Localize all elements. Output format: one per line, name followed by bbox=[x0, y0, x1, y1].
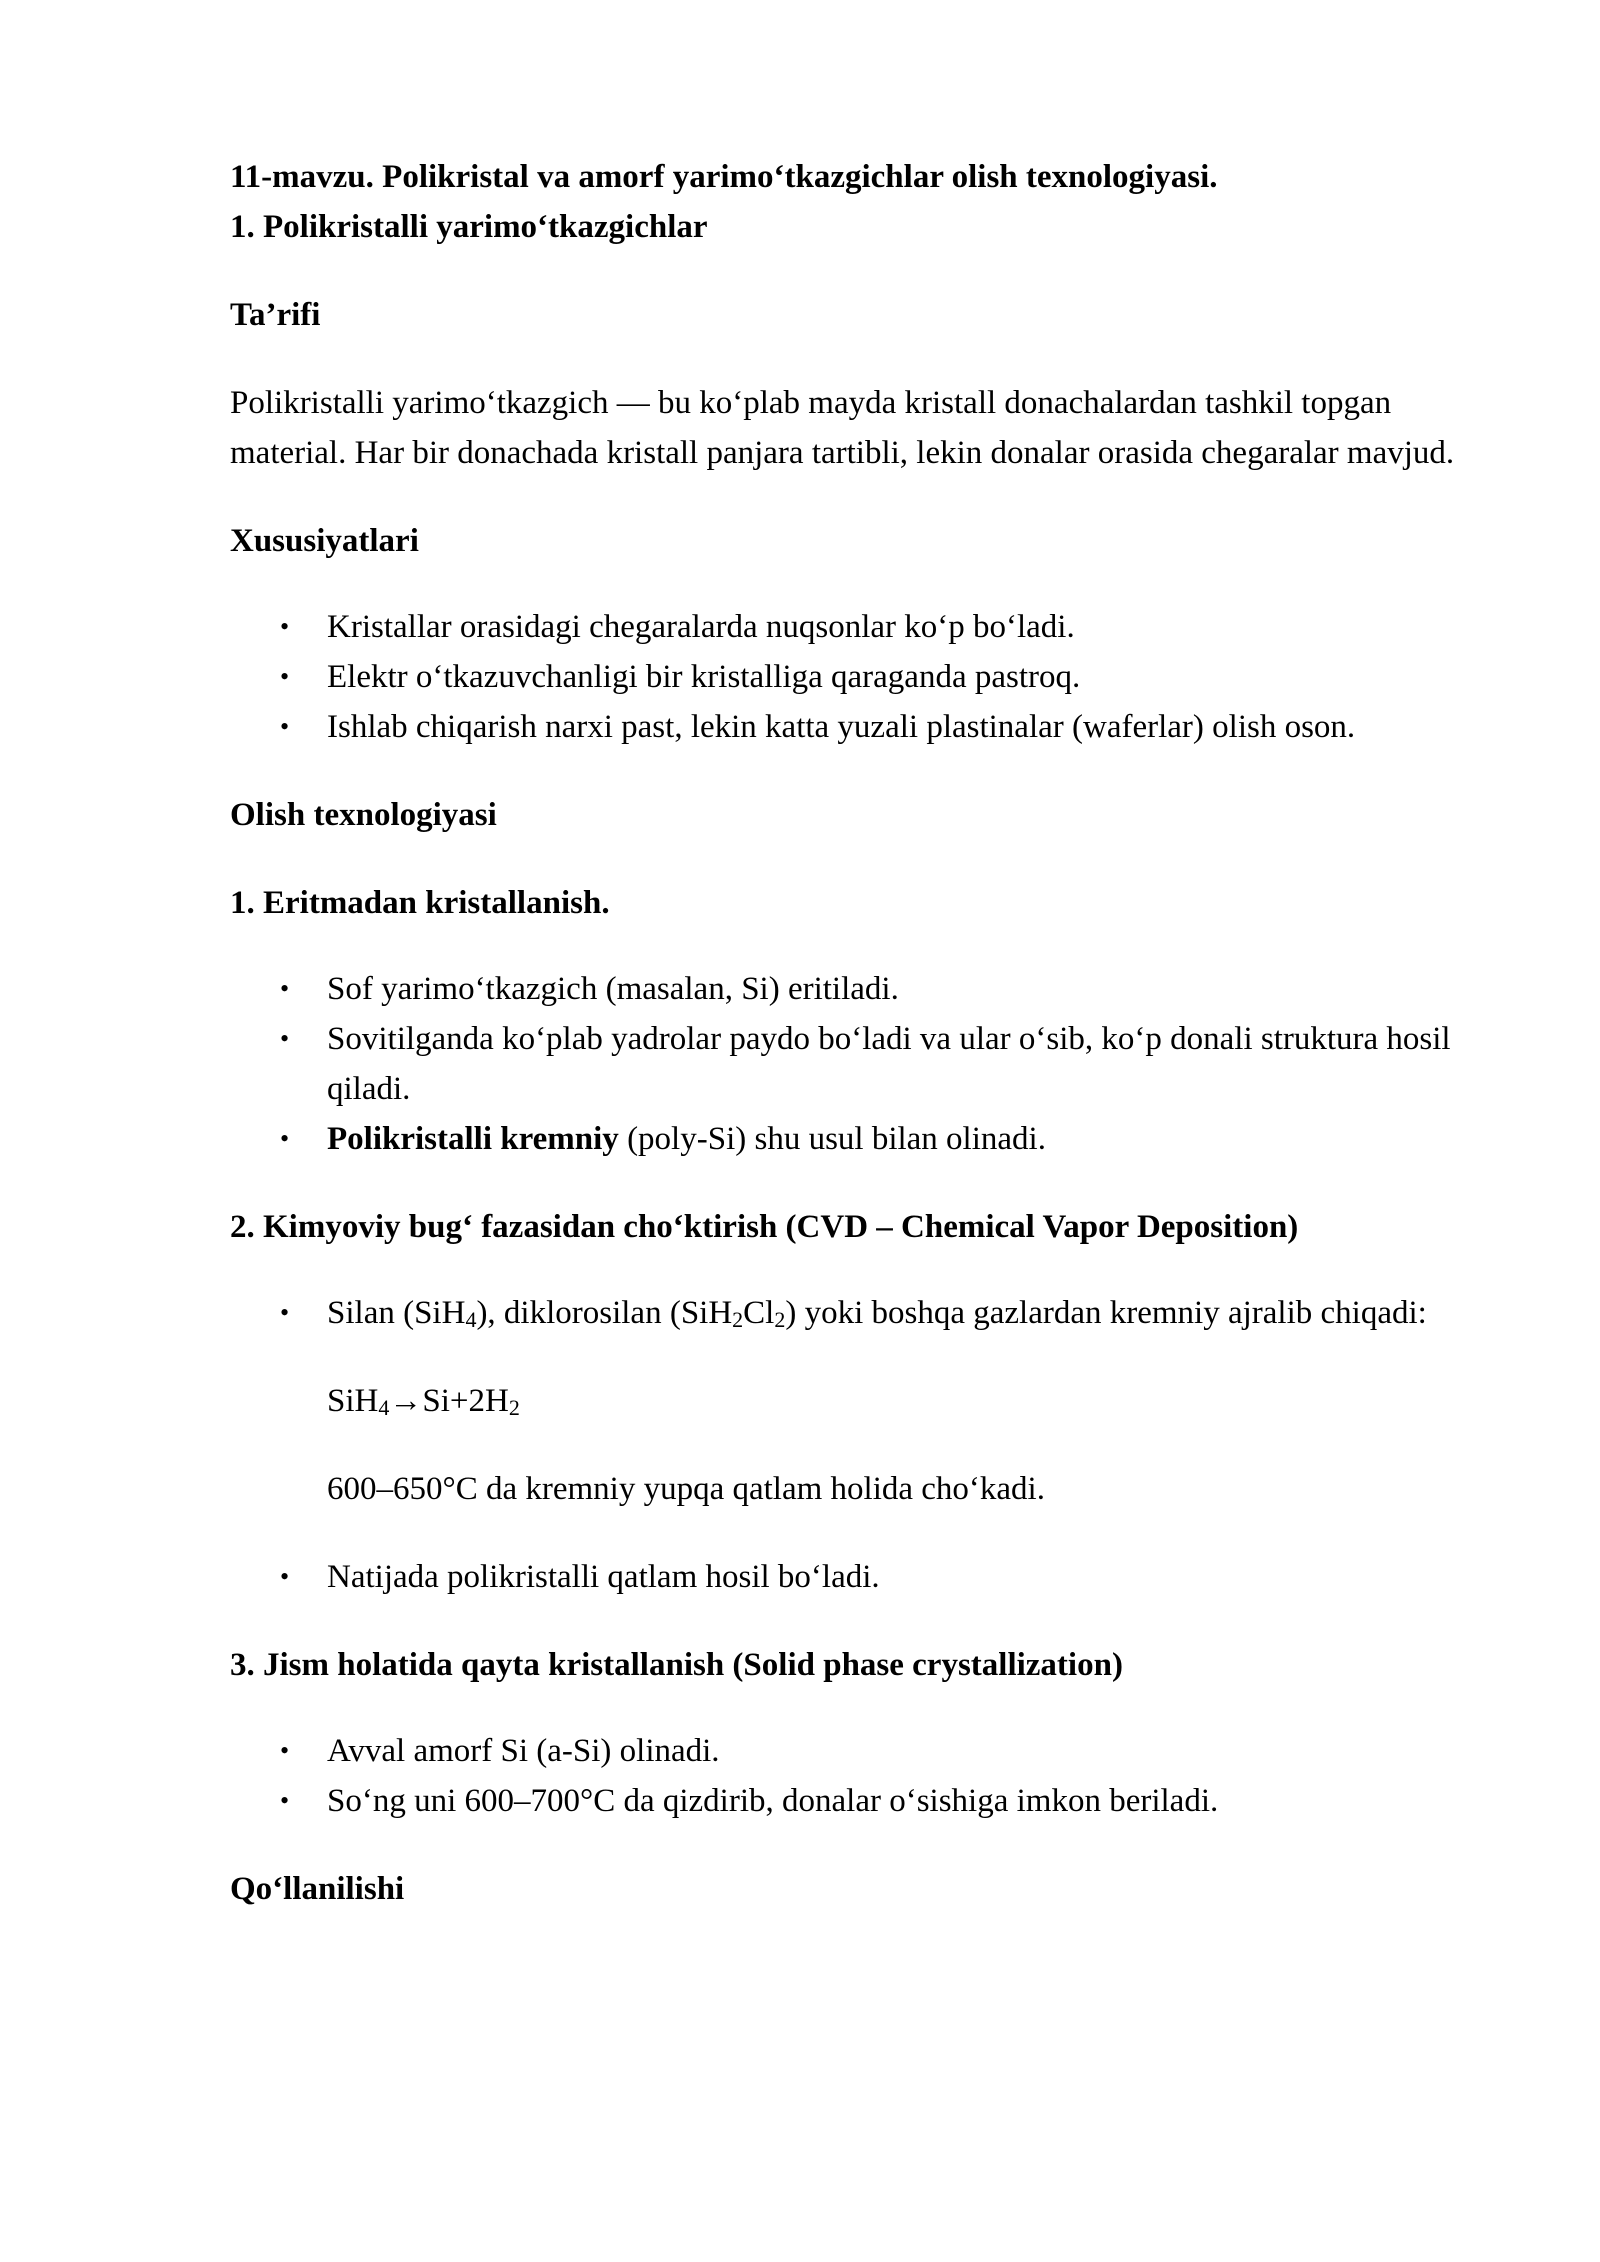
method1-list bbox=[230, 964, 1470, 1164]
page-title: 11-mavzu. Polikristal va amorf yarimo‘tkazgichlar olish texnologiyasi. bbox=[230, 159, 1218, 195]
bullet-icon: • bbox=[280, 1124, 290, 1153]
applications-heading: Qo‘llanilishi bbox=[230, 1871, 405, 1907]
section-heading: 1. Polikristalli yarimo‘tkazgichlar bbox=[230, 209, 708, 245]
definition-heading: Ta’rifi bbox=[230, 297, 321, 333]
document-page bbox=[230, 152, 1470, 1914]
bullet-icon: • bbox=[280, 712, 290, 741]
technology-heading: Olish texnologiyasi bbox=[230, 797, 497, 833]
bold-term: Polikristalli kremniy bbox=[327, 1121, 619, 1157]
bullet-icon: • bbox=[280, 662, 290, 691]
list-item: • So‘ng uni 600–700°C da qizdirib, donalar o‘sishiga imkon beriladi. bbox=[230, 1776, 1470, 1826]
bullet-icon: • bbox=[280, 1298, 290, 1327]
list-item: • Avval amorf Si (a-Si) olinadi. bbox=[230, 1726, 1470, 1776]
list-item: • Silan (SiH$_4$), diklorosilan $(SiH_2Cl_2)$ yoki boshqa gazlardan kremniy ajralib chiqadi: bbox=[230, 1288, 1470, 1338]
bullet-icon: • bbox=[280, 1024, 290, 1053]
list-item: • Elektr o‘tkazuvchanligi bir kristalliga qaraganda pastroq. bbox=[230, 652, 1470, 702]
list-item: • Sovitilganda ko‘plab yadrolar paydo bo‘ladi va ular o‘sib, ko‘p donali struktura hosil qiladi. bbox=[230, 1014, 1470, 1114]
bullet-icon: • bbox=[280, 612, 290, 641]
method2-list bbox=[230, 1288, 1470, 1338]
bullet-icon: • bbox=[280, 1562, 290, 1591]
temperature-note: 600–650°C da kremniy yupqa qatlam holida cho‘kadi. bbox=[327, 1471, 1045, 1507]
list-item: • Polikristalli kremniy (poly-Si) shu usul bilan olinadi. bbox=[230, 1114, 1470, 1164]
formula: $SiH_4\to Si+2H_2$ bbox=[327, 1383, 520, 1420]
bullet-icon: • bbox=[280, 974, 290, 1003]
method3-list bbox=[230, 1726, 1470, 1826]
method2-list-result bbox=[230, 1552, 1470, 1602]
list-item: • Natijada polikristalli qatlam hosil bo‘ladi. bbox=[230, 1552, 1470, 1602]
bullet-icon: • bbox=[280, 1736, 290, 1765]
method-heading: 2. Kimyoviy bug‘ fazasidan cho‘ktirish (CVD – Chemical Vapor Deposition) bbox=[230, 1209, 1299, 1245]
definition-paragraph: Polikristalli yarimo‘tkazgich — bu ko‘plab mayda kristall donachalardan tashkil topgan material. Har bir donachada kristall panjara tartibli, lekin donalar orasida chegaralar mavjud. bbox=[230, 385, 1455, 471]
bullet-icon: • bbox=[280, 1786, 290, 1815]
method-heading: 3. Jism holatida qayta kristallanish (Solid phase crystallization) bbox=[230, 1647, 1123, 1683]
list-item: • Kristallar orasidagi chegaralarda nuqsonlar ko‘p bo‘ladi. bbox=[230, 602, 1470, 652]
list-item: • Ishlab chiqarish narxi past, lekin katta yuzali plastinalar (waferlar) olish oson. bbox=[230, 702, 1470, 752]
method-heading: 1. Eritmadan kristallanish. bbox=[230, 885, 610, 921]
properties-list bbox=[230, 602, 1470, 752]
list-item: • Sof yarimo‘tkazgich (masalan, Si) eritiladi. bbox=[230, 964, 1470, 1014]
properties-heading: Xususiyatlari bbox=[230, 523, 419, 559]
